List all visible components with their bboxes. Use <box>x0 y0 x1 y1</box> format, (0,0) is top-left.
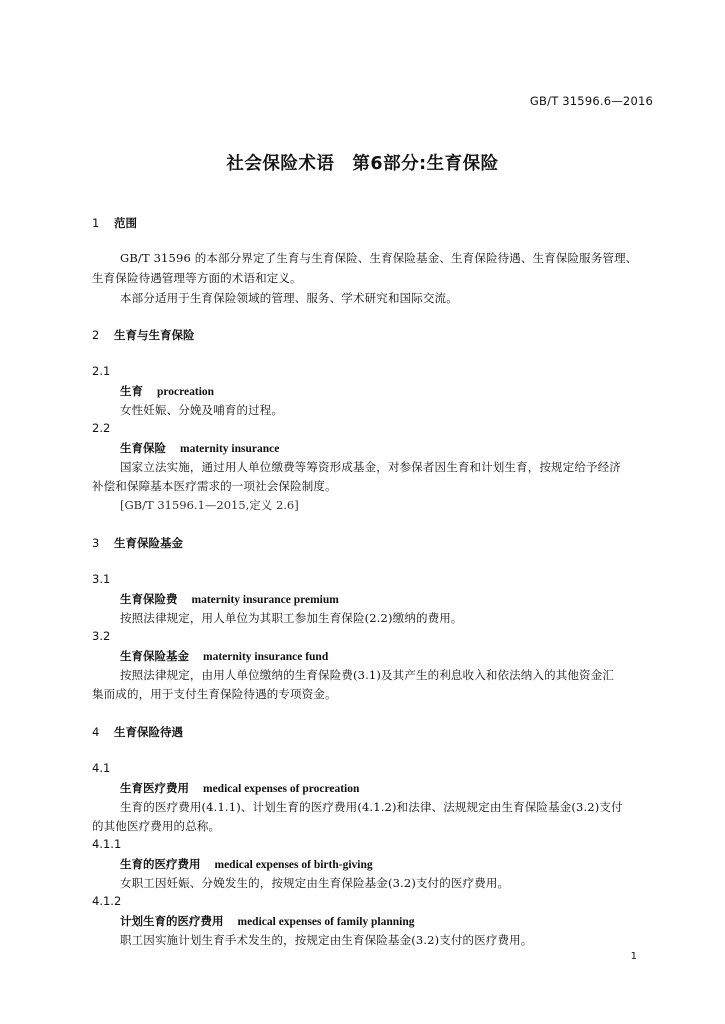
clause-number: 2.1 <box>92 364 111 378</box>
term-chinese: 生育保险 <box>120 441 166 455</box>
definition-line: 的其他医疗费用的总称。 <box>92 819 221 833</box>
section-1-heading <box>92 215 137 231</box>
term-chinese: 计划生育的医疗费用 <box>120 914 224 928</box>
section-title: 生育保险待遇 <box>114 725 183 739</box>
term-english: maternity insurance fund <box>203 651 329 663</box>
term-chinese: 生育 <box>120 384 143 398</box>
document-title: 社会保险术语 第6部分:生育保险 <box>226 154 499 174</box>
definition-line: 女性妊娠、分娩及哺育的过程。 <box>120 403 284 417</box>
section-number: 1 <box>92 216 100 230</box>
definition-line: 职工因实施计划生育手术发生的，按规定由生育保险基金(3.2)支付的医疗费用。 <box>120 933 533 947</box>
term-chinese: 生育的医疗费用 <box>120 857 201 871</box>
term-entry <box>120 383 214 399</box>
section-title: 生育保险基金 <box>114 536 183 550</box>
term-entry <box>120 591 339 607</box>
paragraph-line: GB/T 31596 的本部分界定了生育与生育保险、生育保险基金、生育保险待遇、生育保险服务管理、 <box>120 251 638 265</box>
clause-number: 3.2 <box>92 629 111 643</box>
page-number: 1 <box>630 951 637 962</box>
definition-line: 国家立法实施，通过用人单位缴费等筹资形成基金，对参保者因生育和计划生育，按规定给予经济 <box>120 460 621 474</box>
term-chinese: 生育保险费 <box>120 592 178 606</box>
section-3-heading <box>92 535 183 551</box>
term-chinese: 生育保险基金 <box>120 649 189 663</box>
clause-number: 2.2 <box>92 421 111 435</box>
definition-line: 补偿和保障基本医疗需求的一项社会保险制度。 <box>92 479 337 493</box>
clause-number: 4.1.2 <box>92 894 122 908</box>
term-entry <box>120 913 414 929</box>
section-number: 3 <box>92 536 100 550</box>
definition-line: 按照法律规定，由用人单位缴纳的生育保险费(3.1)及其产生的利息收入和依法纳入的其他资金汇 <box>120 668 615 682</box>
section-title: 范围 <box>114 216 137 230</box>
clause-number: 4.1 <box>92 761 111 775</box>
term-entry <box>120 440 279 456</box>
term-chinese: 生育医疗费用 <box>120 781 189 795</box>
definition-line: 按照法律规定，用人单位为其职工参加生育保险(2.2)缴纳的费用。 <box>120 611 463 625</box>
definition-line: 生育的医疗费用(4.1.1)、计划生育的医疗费用(4.1.2)和法律、法规规定由生育保险基金(3.2)支付 <box>120 800 623 814</box>
term-english: medical expenses of family planning <box>237 916 415 928</box>
paragraph-line: 生育保险待遇管理等方面的术语和定义。 <box>92 271 302 285</box>
paragraph-line: 本部分适用于生育保险领域的管理、服务、学术研究和国际交流。 <box>120 291 458 305</box>
term-english: medical expenses of birth-giving <box>214 859 373 871</box>
clause-number: 3.1 <box>92 572 111 586</box>
term-english: maternity insurance premium <box>191 594 339 606</box>
term-entry <box>120 856 373 872</box>
source-reference: [GB/T 31596.1—2015,定义 2.6] <box>120 498 299 512</box>
standard-number: GB/T 31596.6—2016 <box>529 94 653 108</box>
section-2-heading <box>92 327 195 343</box>
definition-line: 集而成的，用于支付生育保险待遇的专项资金。 <box>92 687 337 701</box>
term-entry <box>120 648 328 664</box>
section-number: 2 <box>92 328 100 342</box>
section-4-heading <box>92 724 183 740</box>
term-english: medical expenses of procreation <box>203 783 360 795</box>
term-english: maternity insurance <box>180 443 280 455</box>
term-entry <box>120 780 359 796</box>
section-title: 生育与生育保险 <box>114 328 195 342</box>
term-english: procreation <box>157 386 215 398</box>
definition-line: 女职工因妊娠、分娩发生的，按规定由生育保险基金(3.2)支付的医疗费用。 <box>120 876 510 890</box>
section-number: 4 <box>92 725 100 739</box>
clause-number: 4.1.1 <box>92 837 122 851</box>
